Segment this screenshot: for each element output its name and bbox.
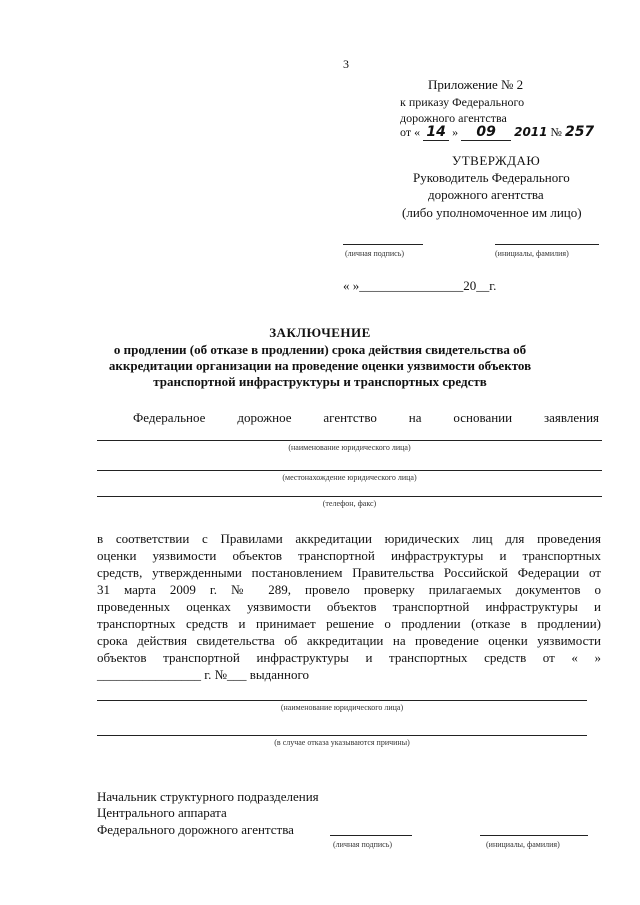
approval-signature-caption: (личная подпись) <box>345 249 405 258</box>
document-subtitle-2: аккредитации организации на проведение оценки уязвимости объектов <box>108 358 532 373</box>
phone-line <box>97 496 602 497</box>
org-location-caption: (местонахождение юридического лица) <box>282 473 417 482</box>
paragraph-line-9: ________________ г. №___ выданного <box>97 667 309 682</box>
approval-line3: (либо уполномоченное им лицо) <box>402 205 582 220</box>
approval-date-line: « »________________20__г. <box>343 278 497 293</box>
intro-text: Федеральное дорожное агентство на основании заявления <box>133 410 599 425</box>
document-title: ЗАКЛЮЧЕНИЕ <box>269 325 371 340</box>
refusal-reason-caption: (в случае отказа указываются причины) <box>274 738 410 747</box>
number-prefix: № <box>550 125 562 139</box>
appendix-line1: к приказу Федерального <box>400 95 525 109</box>
footer-line-2: Центрального аппарата <box>97 805 227 820</box>
phone-caption: (телефон, факс) <box>322 499 377 508</box>
org-name-line <box>97 440 602 441</box>
footer-line-3: Федерального дорожного агентства <box>97 822 294 837</box>
issued-to-line <box>97 700 587 701</box>
document-subtitle-1: о продлении (об отказе в продлении) срока действия свидетельства об <box>113 342 527 357</box>
appendix-date-line <box>400 124 594 141</box>
footer-initials-caption: (инициалы, фамилия) <box>486 840 560 849</box>
date-mid: » <box>452 125 459 139</box>
date-prefix: от « <box>400 125 421 139</box>
paragraph-line-8: объектов транспортной инфраструктуры и транспортных средств от « » <box>97 650 601 665</box>
org-location-line <box>97 470 602 471</box>
footer-signature-caption: (личная подпись) <box>333 840 393 849</box>
appendix-line2: дорожного агентства <box>400 111 507 125</box>
paragraph-line-5: проведенных оценках уязвимости объектов транспортной инфраструктуры и <box>97 599 601 614</box>
paragraph-line-1: в соответствии с Правилами аккредитации юридических лиц для проведения <box>97 531 601 546</box>
paragraph-line-4: 31 марта 2009 г. № 289, провело проверку прилагаемых документов о <box>97 582 601 597</box>
footer-signature-line <box>330 835 412 836</box>
issued-to-caption: (наименование юридического лица) <box>280 703 404 712</box>
paragraph-line-3: средств, утвержденными постановлением Правительства Российской Федерации от <box>97 565 601 580</box>
date-year: 2011 <box>514 125 548 139</box>
footer-initials-line <box>480 835 588 836</box>
refusal-reason-line <box>97 735 587 736</box>
footer-line-1: Начальник структурного подразделения <box>97 789 319 804</box>
date-day: 14 <box>423 124 449 141</box>
org-name-caption: (наименование юридического лица) <box>288 443 411 452</box>
page-number: 3 <box>343 57 349 71</box>
document-subtitle-3: транспортной инфраструктуры и транспортных средств <box>153 374 487 389</box>
paragraph-line-2: оценки уязвимости объектов транспортной инфраструктуры и транспортных <box>97 548 601 563</box>
approval-signature-line <box>343 244 423 245</box>
appendix-title: Приложение № 2 <box>428 77 524 92</box>
order-number: 257 <box>564 124 595 140</box>
approval-initials-line <box>495 244 599 245</box>
paragraph-line-6: транспортных средств и принимает решение о продлении (отказе в продлении) <box>97 616 601 631</box>
approval-initials-caption: (инициалы, фамилия) <box>495 249 569 258</box>
date-month: 09 <box>461 124 511 141</box>
approval-line2: дорожного агентства <box>428 187 544 202</box>
approval-line1: Руководитель Федерального <box>413 170 570 185</box>
approval-title: УТВЕРЖДАЮ <box>452 153 541 168</box>
paragraph-line-7: срока действия свидетельства об аккредитации на проведение оценки уязвимости <box>97 633 601 648</box>
